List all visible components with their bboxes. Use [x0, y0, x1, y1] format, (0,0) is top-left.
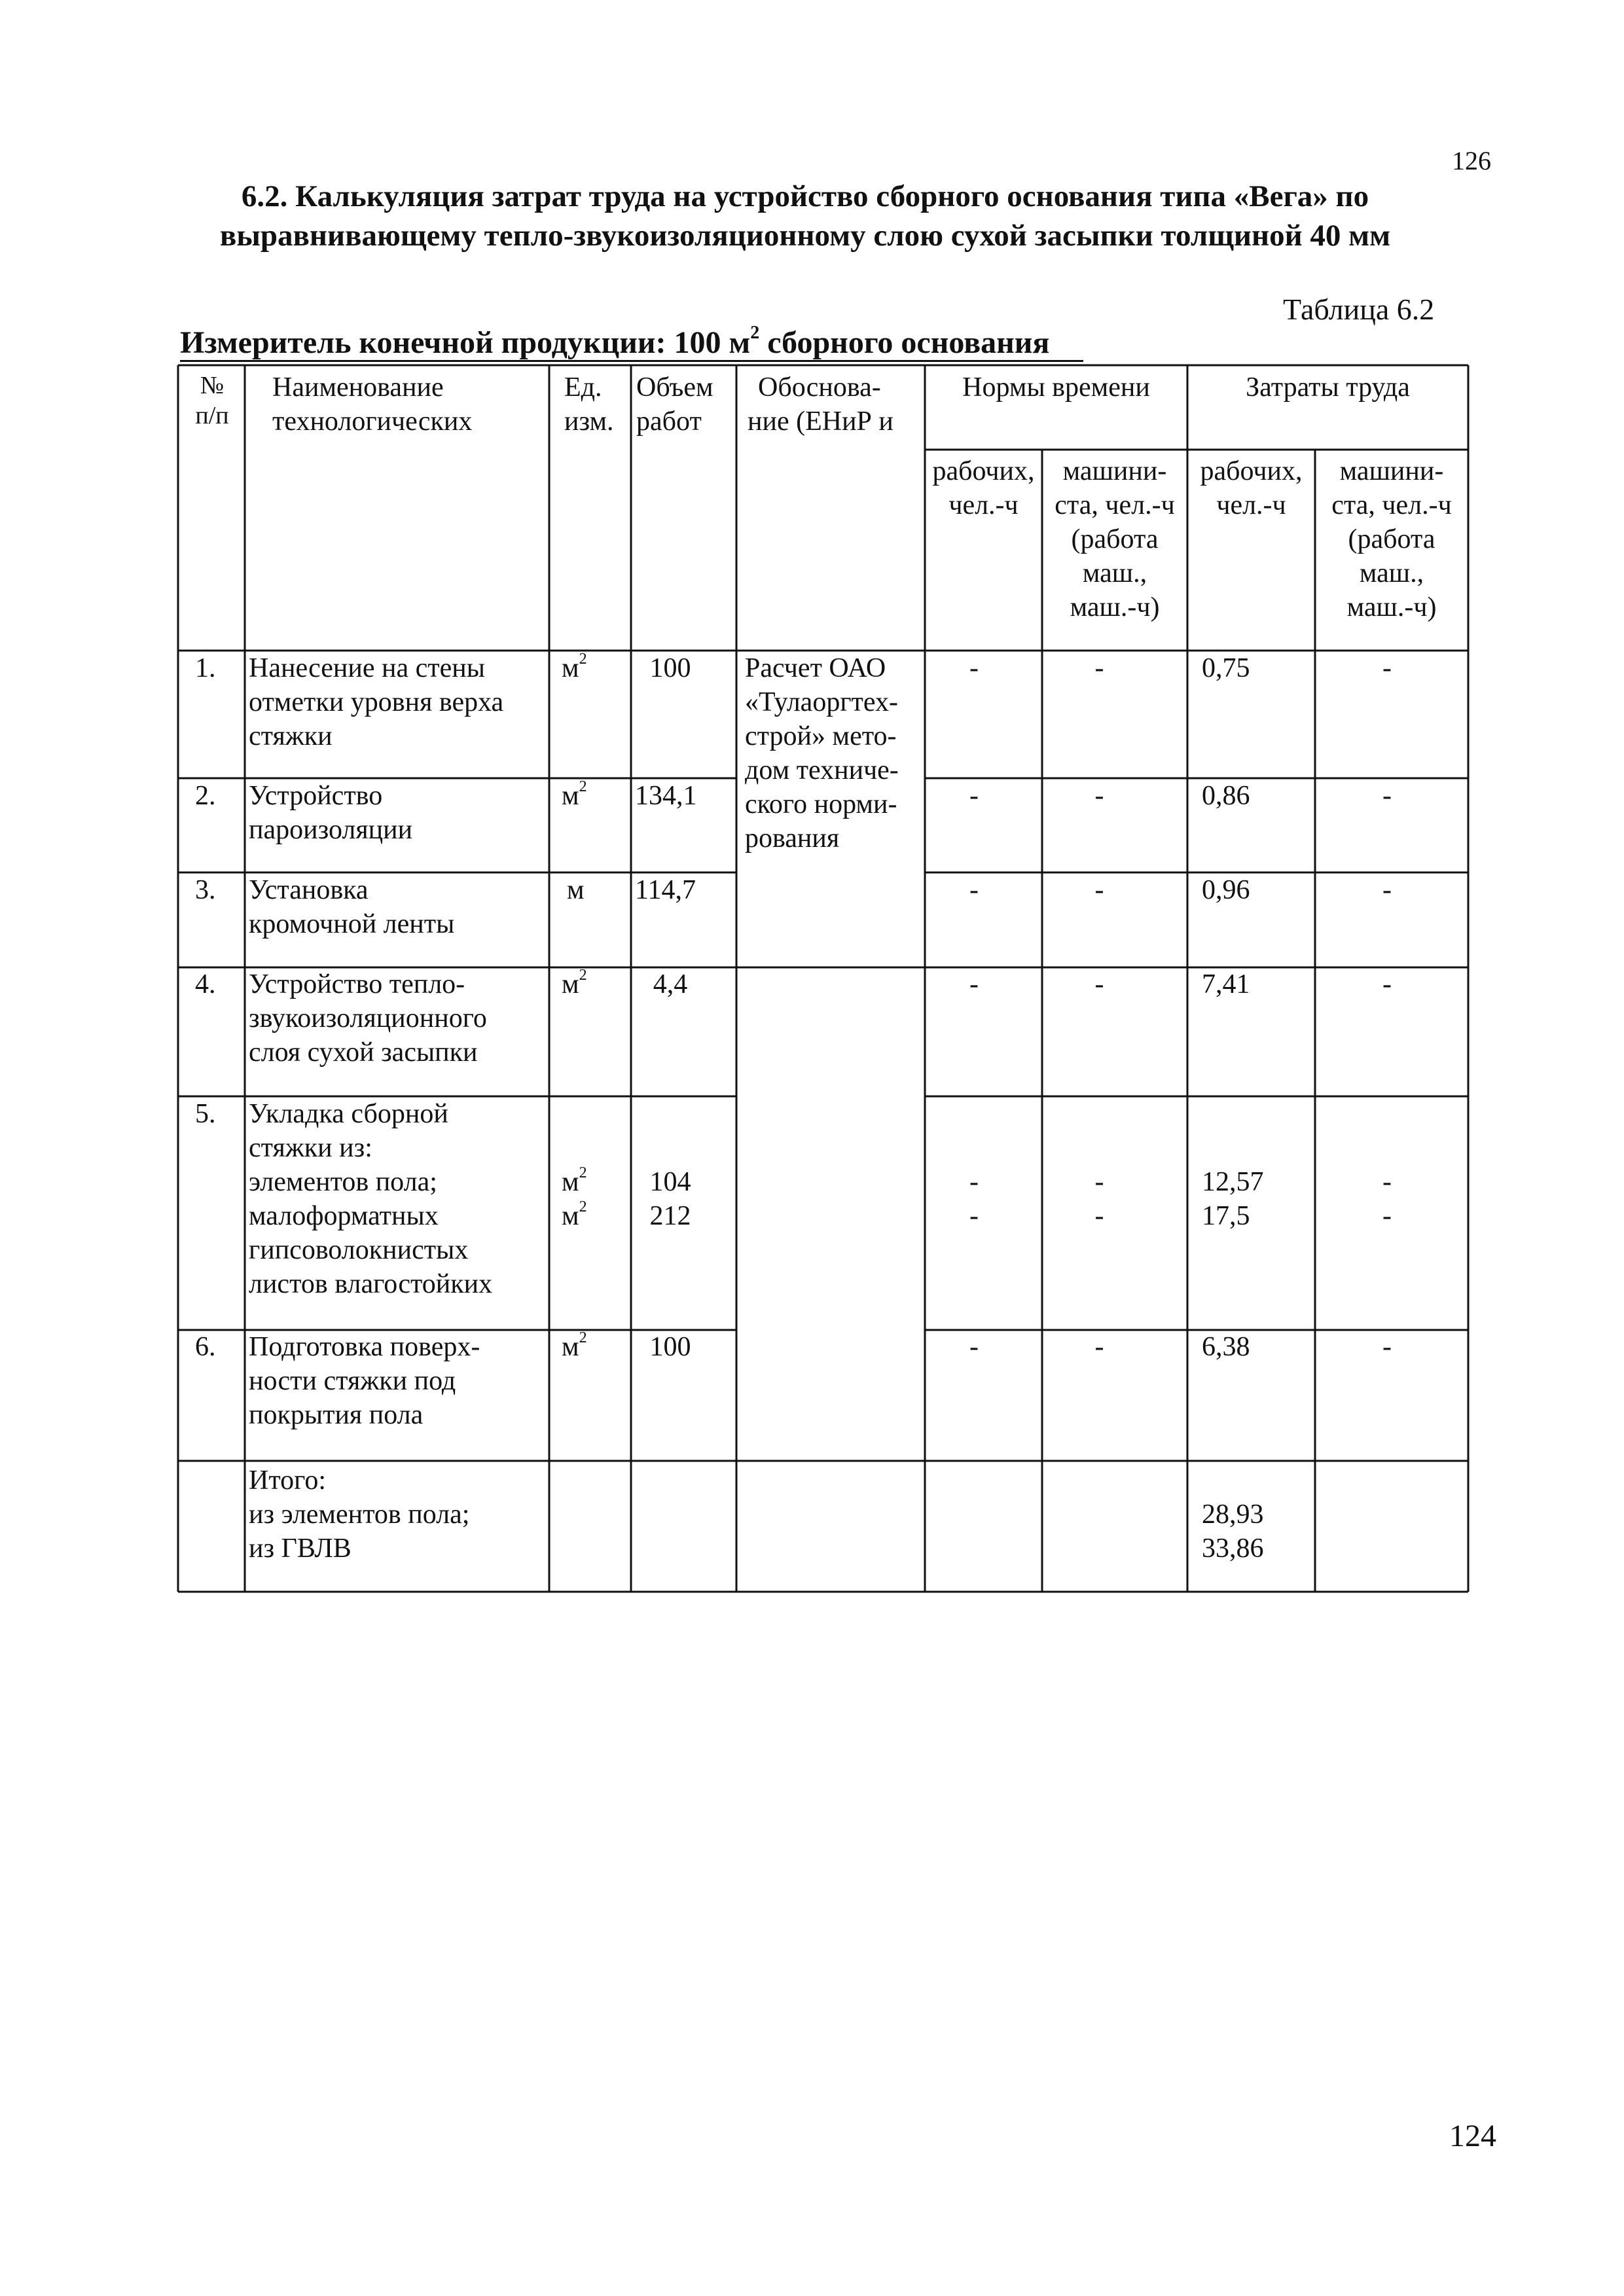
- row-6-name: Подготовка поверх- ности стяжки под покрытия пола: [249, 1332, 480, 1430]
- heading-line-1: 6.2. Калькуляция затрат труда на устройство сборного основания типа «Вега» по: [241, 179, 1369, 213]
- header-num: № п/п: [195, 372, 229, 429]
- header-cost-machinists: машини- ста, чел.-ч (работа маш., маш.-ч): [1331, 456, 1452, 622]
- header-unit: Ед. изм.: [564, 372, 614, 437]
- row-2-unit: $м^2$: [562, 778, 587, 811]
- row-1-num: 1.: [195, 653, 216, 683]
- row-1-cost-machinists: -: [1382, 653, 1392, 683]
- basis-text: Расчет ОАО «Тулаоргтех- строй» мето- дом техниче- ского норми- рования: [745, 653, 899, 853]
- row-6-norm-machinists: -: [1094, 1332, 1104, 1362]
- row-5-cost-workers: 12,57 17,5: [1202, 1167, 1264, 1231]
- row-3-cost-workers: 0,96: [1202, 875, 1250, 905]
- row-5-name: Укладка сборной стяжки из: элементов пола; малоформатных гипсоволокнистых листов влагостойких: [249, 1099, 493, 1299]
- row-5-norm-workers: - -: [969, 1167, 979, 1231]
- row-2-cost-machinists: -: [1382, 781, 1392, 811]
- header-name: Наименование технологических: [272, 372, 473, 437]
- header-cost-workers: рабочих, чел.-ч: [1200, 456, 1303, 520]
- page-number-top: 126: [1452, 146, 1491, 175]
- row-1-cost-workers: 0,75: [1202, 653, 1250, 683]
- page-number-bottom: 124: [1449, 2119, 1496, 2153]
- header-norm-machinists: машини- ста, чел.-ч (работа маш., маш.-ч): [1055, 456, 1175, 622]
- header-costs: Затраты труда: [1246, 372, 1410, 403]
- row-2-num: 2.: [195, 781, 216, 811]
- row-2-name: Устройство пароизоляции: [249, 781, 413, 845]
- row-4-volume: 4,4: [653, 969, 688, 999]
- row-4-name: Устройство тепло- звукоизоляционного слоя сухой засыпки: [249, 969, 487, 1067]
- row-4-norm-workers: -: [969, 969, 979, 999]
- row-6-norm-workers: -: [969, 1332, 979, 1362]
- row-1-unit: $м^2$: [562, 651, 587, 683]
- header-basis: Обоснова- ние (ЕНиР и: [748, 372, 893, 437]
- row-6-volume: 100: [649, 1332, 691, 1362]
- row-3-volume: 114,7: [635, 875, 696, 905]
- heading-line-2: выравнивающему тепло-звукоизоляционному слою сухой засыпки толщиной 40 мм: [219, 219, 1391, 253]
- row-3-norm-workers: -: [969, 875, 979, 905]
- row-2-volume: 134,1: [635, 781, 697, 811]
- header-volume: Объем работ: [636, 372, 713, 437]
- row-6-cost-machinists: -: [1382, 1332, 1392, 1362]
- row-5-volume: 104 212: [649, 1167, 691, 1231]
- row-4-cost-machinists: -: [1382, 969, 1392, 999]
- row-4-unit: $м^2$: [562, 967, 587, 999]
- row-1-volume: 100: [649, 653, 691, 683]
- row-3-cost-machinists: -: [1382, 875, 1392, 905]
- row-1-norm-workers: -: [969, 653, 979, 683]
- total-label: Итого: из элементов пола; из ГВЛВ: [249, 1465, 470, 1564]
- row-1-name: Нанесение на стены отметки уровня верха стяжки: [249, 653, 504, 751]
- row-2-norm-machinists: -: [1094, 781, 1104, 811]
- row-5-cost-machinists: - -: [1382, 1167, 1392, 1231]
- row-2-cost-workers: 0,86: [1202, 781, 1250, 811]
- measure-caption: Измеритель конечной продукции: 100 $м^2$ сборного основания: [180, 323, 1050, 360]
- row-6-num: 6.: [195, 1332, 216, 1362]
- row-3-unit: м: [567, 875, 585, 905]
- total-cost-workers: 28,93 33,86: [1202, 1499, 1264, 1564]
- row-2-norm-workers: -: [969, 781, 979, 811]
- row-1-norm-machinists: -: [1094, 653, 1104, 683]
- header-norms: Нормы времени: [962, 372, 1150, 403]
- table-number: Таблица 6.2: [1283, 293, 1435, 326]
- row-4-num: 4.: [195, 969, 216, 999]
- row-5-num: 5.: [195, 1099, 216, 1129]
- row-5-norm-machinists: - -: [1094, 1167, 1104, 1231]
- row-3-norm-machinists: -: [1094, 875, 1104, 905]
- row-4-norm-machinists: -: [1094, 969, 1104, 999]
- row-4-cost-workers: 7,41: [1202, 969, 1250, 999]
- row-3-name: Установка кромочной ленты: [249, 875, 455, 939]
- row-6-cost-workers: 6,38: [1202, 1332, 1250, 1362]
- header-norm-workers: рабочих, чел.-ч: [932, 456, 1035, 520]
- row-5-unit: $м^2$ $м^2$: [562, 1164, 587, 1231]
- row-6-unit: $м^2$: [562, 1329, 587, 1362]
- row-3-num: 3.: [195, 875, 216, 905]
